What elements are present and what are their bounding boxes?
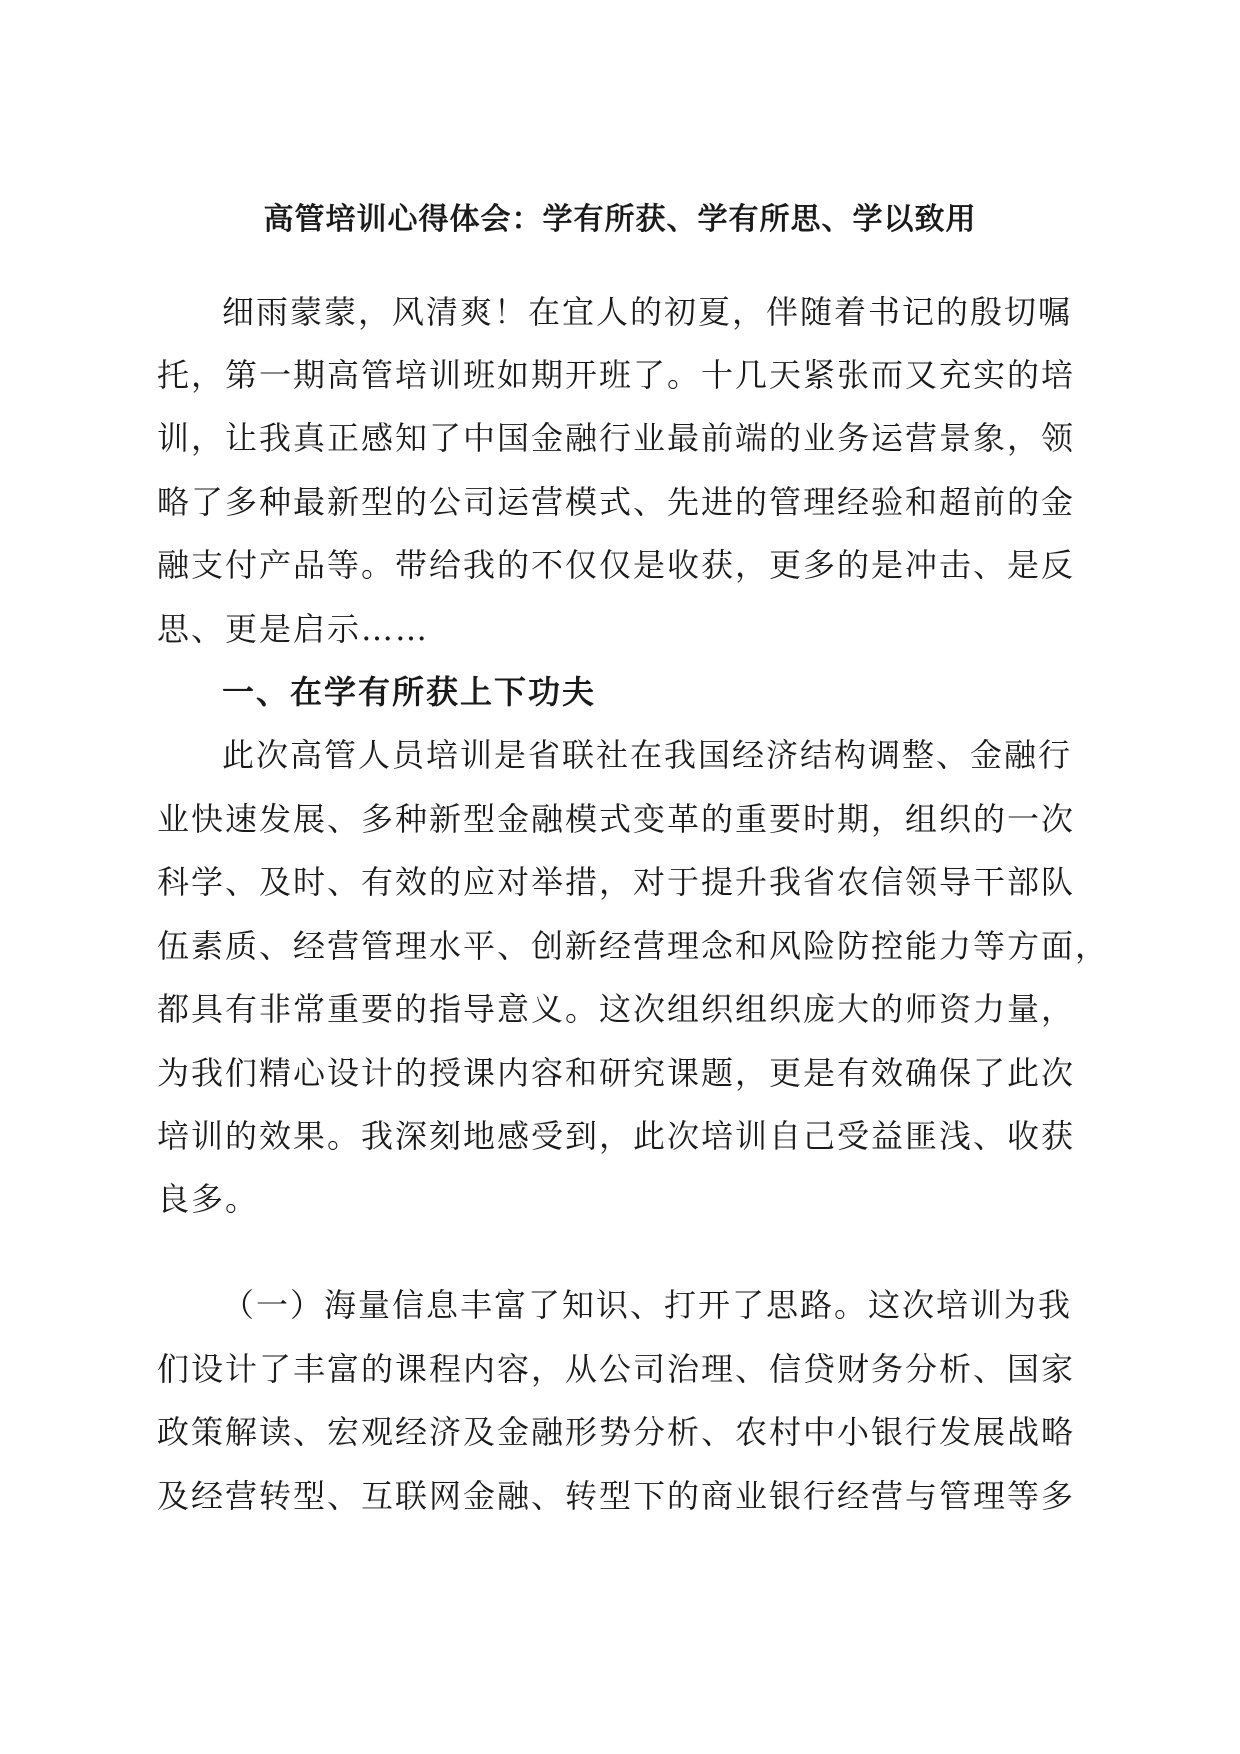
paragraph-line: 思、更是启示…… (157, 610, 430, 648)
paragraph-line: 略了多种最新型的公司运营模式、先进的管理经验和超前的金 (157, 483, 1076, 521)
paragraph-line: 政策解读、宏观经济及金融形势分析、农村中小银行发展战略 (157, 1413, 1076, 1451)
paragraph-line: 托，第一期高管培训班如期开班了。十几天紧张而又充实的培 (157, 356, 1076, 394)
paragraph-line: 训，让我真正感知了中国金融行业最前端的业务运营景象，领 (157, 419, 1076, 457)
paragraph-line: 业快速发展、多种新型金融模式变革的重要时期，组织的一次 (157, 800, 1076, 838)
paragraph-line: 此次高管人员培训是省联社在我国经济结构调整、金融行 (222, 736, 1073, 774)
paragraph-line: 培训的效果。我深刻地感受到，此次培训自己受益匪浅、收获 (157, 1117, 1076, 1155)
paragraph-line: 伍素质、经营管理水平、创新经营理念和风险防控能力等方面， (157, 927, 1110, 965)
document-title: 高管培训心得体会：学有所获、学有所思、学以致用 (263, 202, 977, 237)
paragraph-line: 良多。 (157, 1180, 260, 1218)
paragraph-line: 们设计了丰富的课程内容，从公司治理、信贷财务分析、国家 (157, 1350, 1076, 1388)
paragraph-line: 为我们精心设计的授课内容和研究课题，更是有效确保了此次 (157, 1054, 1076, 1092)
paragraph-line: 科学、及时、有效的应对举措，对于提升我省农信领导干部队 (157, 863, 1076, 901)
paragraph-line: 细雨蒙蒙，风清爽！在宜人的初夏，伴随着书记的殷切嘱 (222, 293, 1073, 331)
paragraph-line: 及经营转型、互联网金融、转型下的商业银行经营与管理等多 (157, 1477, 1076, 1515)
section-heading: 一、在学有所获上下功夫 (222, 673, 597, 711)
paragraph-line: （一）海量信息丰富了知识、打开了思路。这次培训为我 (222, 1286, 1073, 1324)
paragraph-line: 都具有非常重要的指导意义。这次组织组织庞大的师资力量， (157, 990, 1076, 1028)
paragraph-line: 融支付产品等。带给我的不仅仅是收获，更多的是冲击、是反 (157, 546, 1076, 584)
